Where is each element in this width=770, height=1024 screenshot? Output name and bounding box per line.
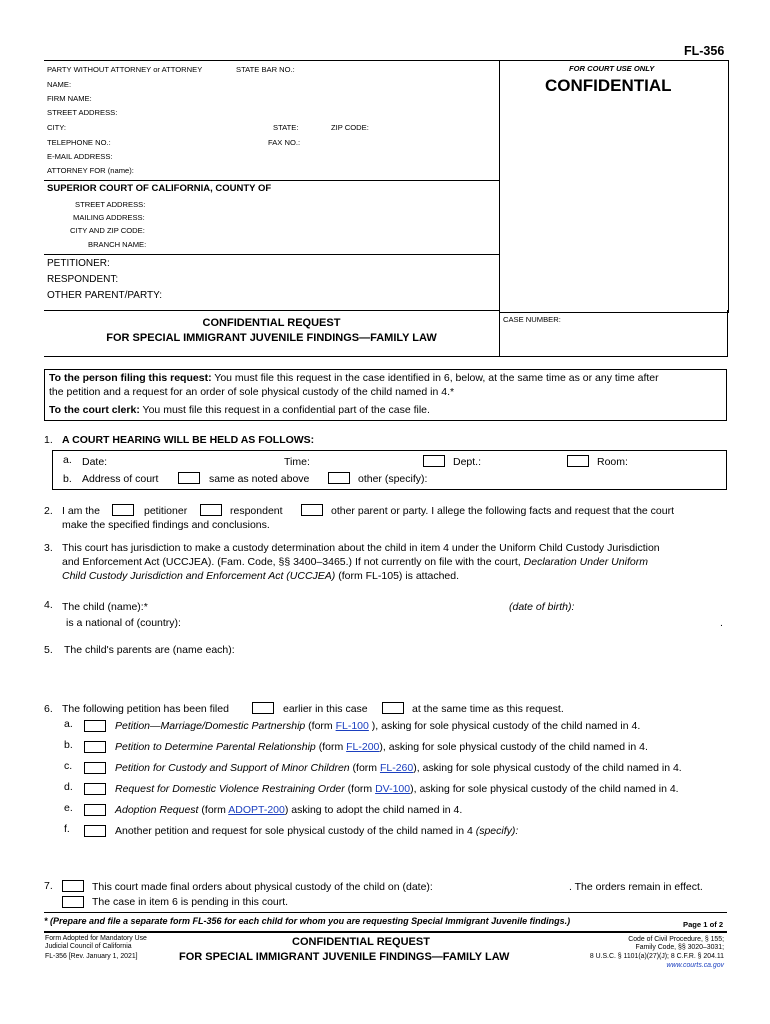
petition-option-letter: f. (64, 823, 70, 835)
footer-title2: FOR SPECIAL IMMIGRANT JUVENILE FINDINGS—FAMILY LAW (179, 951, 510, 963)
petition-option-checkbox[interactable] (84, 720, 106, 732)
petition-option-text (115, 825, 518, 837)
petition-option-prefix: (form (315, 741, 347, 753)
item3-number: 3. (44, 542, 53, 554)
same-time-label: at the same time as this request. (412, 703, 564, 715)
item1a-letter: a. (63, 454, 72, 466)
courts-url[interactable]: www.courts.ca.gov (666, 962, 724, 969)
room-checkbox[interactable] (567, 455, 589, 467)
item6-number: 6. (44, 703, 53, 715)
petition-form-link[interactable]: FL-100 (335, 720, 369, 732)
street-address-label: STREET ADDRESS: (47, 108, 118, 117)
footnote: * (Prepare and file a separate form FL-356 for each child for whom you are requesting Special Immigrant Juvenile findings.) (44, 916, 571, 926)
petition-option-title: Petition to Determine Parental Relationship (115, 741, 316, 753)
item4-number: 4. (44, 599, 53, 611)
court-use-box (499, 60, 729, 313)
petition-option-letter: a. (64, 718, 73, 730)
pending-case-label: The case in item 6 is pending in this court. (92, 896, 289, 908)
petition-option-title: Petition for Custody and Support of Minor Children (115, 762, 350, 774)
petition-form-link[interactable]: FL-260 (379, 762, 414, 774)
notice-filer-line2: the petition and a request for an order of sole physical custody of the child named in 4.* (49, 386, 455, 398)
petition-form-link[interactable]: DV-100 (375, 783, 411, 795)
notice-clerk: To the court clerk: You must file this request in a confidential part of the case file. (49, 404, 430, 416)
petitioner-label: PETITIONER: (47, 258, 110, 269)
petition-option-text (115, 720, 640, 732)
orders-remain-label: . The orders remain in effect. (569, 881, 703, 893)
other-party-checkbox[interactable] (301, 504, 323, 516)
petition-option-prefix: Another petition and request for sole physical custody of the child named in 4 (115, 825, 476, 837)
form-adopted: Form Adopted for Mandatory Use (45, 935, 147, 942)
item1b-letter: b. (63, 473, 72, 485)
respondent-label: RESPONDENT: (47, 274, 119, 285)
footer-title1: CONFIDENTIAL REQUEST (292, 936, 430, 948)
dept-checkbox[interactable] (423, 455, 445, 467)
telephone-label: TELEPHONE NO.: (47, 138, 111, 147)
party-label: PARTY WITHOUT ATTORNEY or ATTORNEY (47, 65, 203, 74)
court-branch-label: BRANCH NAME: (88, 240, 147, 249)
petition-option-title: Petition—Marriage/Domestic Partnership (115, 720, 306, 732)
petition-option-letter: c. (64, 760, 73, 772)
item5-number: 5. (44, 644, 53, 656)
child-nationality-label[interactable]: is a national of (country): (66, 617, 181, 629)
attorney-box (44, 60, 500, 181)
court-use-label: FOR COURT USE ONLY (569, 64, 655, 73)
item7-number: 7. (44, 880, 53, 892)
item4-period: . (720, 617, 723, 629)
form-title-line1: CONFIDENTIAL REQUEST (202, 317, 341, 329)
earlier-label: earlier in this case (283, 703, 368, 715)
hearing-time-label[interactable]: Time: (284, 456, 310, 468)
petition-option-suffix: ), asking for sole physical custody of the child named in 4. (379, 741, 648, 753)
city-label: CITY: (47, 123, 66, 132)
petition-option-text (115, 741, 648, 753)
code-citation2: Family Code, §§ 3020–3031; (635, 944, 724, 951)
notice-filer-line1: To the person filing this request: You must file this request in the case identified in 6, below, at the same time as or any time after (49, 372, 659, 384)
petition-option-letter: d. (64, 781, 73, 793)
petitioner-option-label: petitioner (144, 505, 188, 517)
other-address-label: other (specify): (358, 473, 428, 485)
petition-option-text (115, 783, 679, 795)
page-number: Page 1 of 2 (683, 920, 724, 929)
final-orders-checkbox[interactable] (62, 880, 84, 892)
hearing-dept-label[interactable]: Dept.: (453, 456, 482, 468)
confidential-heading: CONFIDENTIAL (545, 76, 672, 95)
form-title-line2: FOR SPECIAL IMMIGRANT JUVENILE FINDINGS—FAMILY LAW (106, 332, 437, 344)
item1-title: A COURT HEARING WILL BE HELD AS FOLLOWS: (62, 434, 315, 446)
respondent-option-label: respondent (230, 505, 283, 517)
petition-option-prefix: (form (344, 783, 376, 795)
petition-option-checkbox[interactable] (84, 741, 106, 753)
code-citation3: 8 U.S.C. § 1101(a)(27)(J); 8 C.F.R. § 204.11 (589, 953, 724, 960)
petition-option-suffix: ), asking for sole physical custody of the child named in 4. (368, 720, 641, 732)
petition-option-suffix: ) asking to adopt the child named in 4. (284, 804, 463, 816)
petition-form-link[interactable]: FL-200 (346, 741, 380, 753)
final-orders-label[interactable]: This court made final orders about physical custody of the child on (date): (92, 881, 433, 893)
same-address-label: same as noted above (209, 473, 310, 485)
court-city-label: CITY AND ZIP CODE: (70, 226, 145, 235)
item3-line3: Child Custody Jurisdiction and Enforcement Act (UCCJEA) (form FL-105) is attached. (62, 570, 460, 582)
court-mailing-label: MAILING ADDRESS: (73, 213, 145, 222)
same-time-checkbox[interactable] (382, 702, 404, 714)
revision: FL-356 [Rev. January 1, 2021] (45, 953, 138, 960)
child-dob-label[interactable]: (date of birth): (509, 601, 575, 613)
code-citation1: Code of Civil Procedure, § 155; (628, 936, 724, 943)
petitioner-checkbox[interactable] (112, 504, 134, 516)
petition-option-checkbox[interactable] (84, 804, 106, 816)
fax-label: FAX NO.: (268, 138, 301, 147)
i-am-label: I am the (62, 505, 100, 517)
hearing-date-label[interactable]: Date: (82, 456, 108, 468)
other-address-checkbox[interactable] (328, 472, 350, 484)
pending-case-checkbox[interactable] (62, 896, 84, 908)
item2-line2: make the specified findings and conclusions. (62, 519, 270, 531)
petition-option-suffix: ), asking for sole physical custody of the child named in 4. (410, 783, 679, 795)
form-number: FL-356 (684, 44, 725, 58)
petition-option-checkbox[interactable] (84, 825, 106, 837)
item6-intro: The following petition has been filed (62, 703, 229, 715)
item3-line2: and Enforcement Act (UCCJEA). (Fam. Code, §§ 3400–3465.) If not currently on file with the court, Declaration Under Uniform (62, 556, 648, 568)
petition-option-text (115, 762, 682, 774)
earlier-checkbox[interactable] (252, 702, 274, 714)
petition-option-prefix: (form (305, 720, 336, 732)
petition-option-letter: e. (64, 802, 73, 814)
address-court-label: Address of court (82, 473, 159, 485)
petition-form-link[interactable]: ADOPT-200 (228, 804, 285, 816)
same-address-checkbox[interactable] (178, 472, 200, 484)
other-party-option-label: other parent or party. I allege the following facts and request that the court (331, 505, 675, 517)
attorney-for-label: ATTORNEY FOR (name): (47, 166, 134, 175)
court-title: SUPERIOR COURT OF CALIFORNIA, COUNTY OF (47, 183, 272, 194)
petition-option-text (115, 804, 462, 816)
petition-option-letter: b. (64, 739, 73, 751)
email-label: E-MAIL ADDRESS: (47, 152, 113, 161)
petition-option-suffix: (specify): (475, 825, 519, 837)
petition-option-suffix: ), asking for sole physical custody of the child named in 4. (413, 762, 682, 774)
petition-option-title: Adoption Request (115, 804, 199, 816)
hearing-room-label[interactable]: Room: (597, 456, 628, 468)
petition-option-prefix: (form (198, 804, 229, 816)
judicial-council: Judicial Council of California (45, 943, 132, 950)
petition-option-checkbox[interactable] (84, 783, 106, 795)
respondent-checkbox[interactable] (200, 504, 222, 516)
child-name-label[interactable]: The child (name):* (62, 601, 148, 613)
petition-option-checkbox[interactable] (84, 762, 106, 774)
item2-number: 2. (44, 505, 53, 517)
state-bar-label: STATE BAR NO.: (236, 65, 295, 74)
petition-option-title: Request for Domestic Violence Restraining Order (115, 783, 345, 795)
state-label: STATE: (273, 123, 299, 132)
court-street-label: STREET ADDRESS: (75, 200, 146, 209)
parents-label[interactable]: The child's parents are (name each): (64, 644, 235, 656)
case-number-label: CASE NUMBER: (503, 315, 561, 324)
item3-line1: This court has jurisdiction to make a custody determination about the child in item 4 under the Uniform Child Custody Jurisdiction (62, 542, 660, 554)
zip-label: ZIP CODE: (331, 123, 369, 132)
firm-name-label: FIRM NAME: (47, 94, 92, 103)
petition-option-prefix: (form (349, 762, 380, 774)
name-label: NAME: (47, 80, 72, 89)
item1-number: 1. (44, 434, 53, 446)
other-party-label: OTHER PARENT/PARTY: (47, 290, 163, 301)
